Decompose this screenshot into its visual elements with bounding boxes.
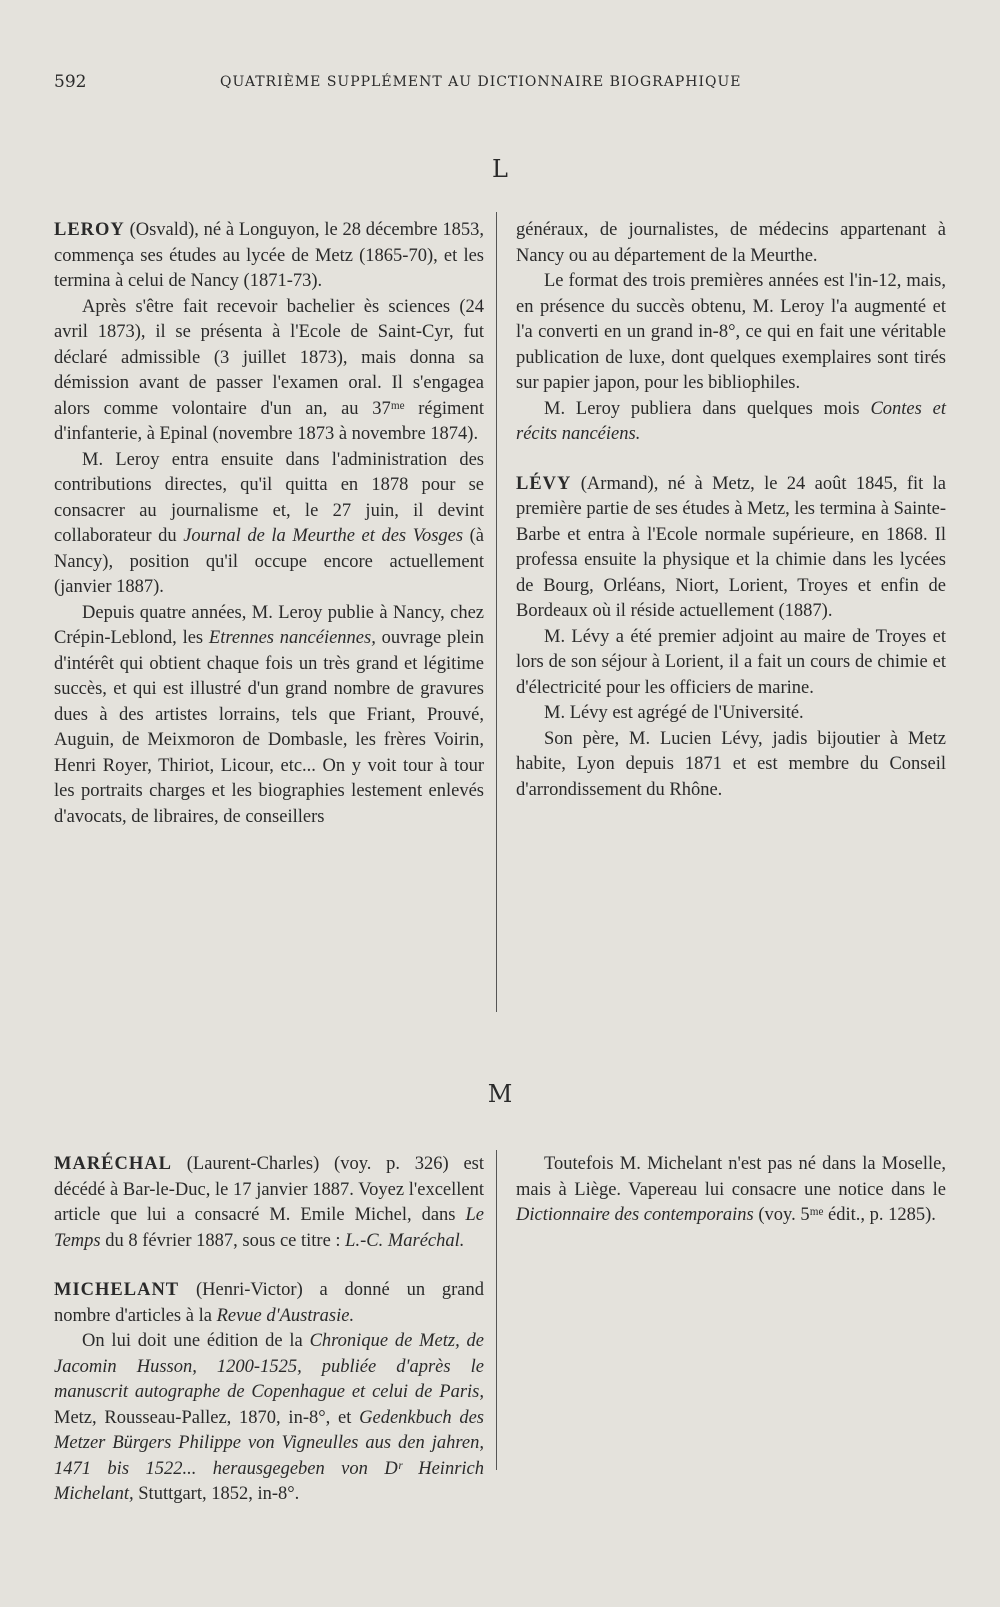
text-run: a donné un grand nombre d'articles à la	[54, 1280, 485, 1326]
text-run: Metz, Rousseau-Pallez, 1870, in-8°, et	[54, 1407, 360, 1428]
text-run: Depuis quatre années, M. Leroy publie à Nancy, chez Crépin-Leblond, les	[54, 602, 484, 648]
text-run: ouvrage plein d'intérêt qui obtient chaque fois un très grand et légitime succès, et qui est illustré d'un grand nombre de gravures dues à des artistes lorrains, tels que Friant, Prouvé, Auguin, de Meixmoron de Dombasle, les frères Voirin, Henri Royer, Thiriot, Licour, etc... On y voit tour à tour les portraits charges et les biographies lestement enlevés d'avocats, de libraires, de conseillers	[54, 628, 484, 827]
headword-michelant: MICHELANT	[54, 1280, 180, 1300]
entry-leroy	[54, 218, 484, 295]
given-name-levy: (Armand)	[580, 473, 654, 494]
entry-text: , né à Longuyon, le 28 décembre 1853, commença ses études au lycée de Metz (1865-70), et les termina à celui de Nancy (1871-73).	[54, 220, 484, 291]
text-run: M. Leroy entra ensuite dans l'administration des contributions directes, qu'il quitta en 1878 pour se consacrer au journalisme et, le 27 juin, il devint collaborateur du	[54, 449, 484, 546]
review-title: Revue d'Austrasie.	[216, 1305, 355, 1326]
text-run: Stuttgart, 1852, in-8°.	[133, 1484, 300, 1504]
column-rule-l	[496, 212, 497, 1012]
column-l-left	[54, 218, 484, 830]
book-title: Contes et récits nancéiens.	[516, 398, 946, 444]
text-run: du 8 février 1887, sous ce titre :	[100, 1230, 346, 1251]
column-rule-m	[496, 1150, 497, 1470]
book-title: Chronique de Metz, de Jacomin Husson, 1200-1525, publiée d'après le manuscrit autographe de Copenhague et celui de Paris,	[54, 1331, 485, 1402]
section-letter-m: M	[487, 1080, 513, 1108]
paragraph: M. Lévy a été premier adjoint au maire de Troyes et lors de son séjour à Lorient, il a fait un cours de chimie et d'électricité pour les officiers de marine.	[516, 626, 946, 698]
headword-levy: LÉVY	[516, 473, 572, 494]
column-m-left	[54, 1152, 484, 1508]
column-m-right	[516, 1152, 946, 1229]
paragraph: Le format des trois premières années est l'in-12, mais, en présence du succès obtenu, M. Leroy l'a augmenté et l'a converti en un grand in-8°, ce qui en fait une véritable publication de luxe, dont quelques exemplaires sont tirés sur papier japon, pour les bibliophiles.	[516, 271, 946, 393]
text-run: (à Nancy), position qu'il occupe encore actuellement (janvier 1887).	[54, 526, 484, 597]
given-name-michelant: (Henri-Victor)	[195, 1280, 303, 1300]
paragraph	[54, 601, 484, 831]
headword-leroy: LEROY	[54, 220, 125, 240]
paragraph: Après s'être fait recevoir bachelier ès sciences (24 avril 1873), il se présenta à l'Ecole de Saint-Cyr, fut déclaré admissible (3 juillet 1873), mais donna sa démission avant de passer l'examen oral. Il s'engagea alors comme volontaire d'un an, au 37ᵐᵉ régiment d'infanterie, à Epinal (novembre 1873 à novembre 1874).	[54, 296, 484, 444]
entry-michelant	[54, 1278, 484, 1329]
paragraph-continued: généraux, de journalistes, de médecins appartenant à Nancy ou au département de la Meurthe.	[516, 220, 946, 266]
page-number: 592	[54, 72, 87, 92]
article-title: L.-C. Maréchal.	[345, 1230, 465, 1251]
entry-levy	[516, 472, 946, 625]
text-run: (voy. 5ᵐᵉ édit., p. 1285).	[753, 1205, 936, 1225]
paragraph: M. Lévy est agrégé de l'Université.	[544, 703, 804, 723]
newspaper-title: Le Temps	[54, 1205, 484, 1251]
text-run: Toutefois M. Michelant n'est pas né dans la Moselle, mais à Liège. Vapereau lui consacre une notice dans le	[516, 1154, 946, 1200]
entry-text: , né à Metz, le 24 août 1845, fit la première partie de ses études à Metz, les termina à Sainte-Barbe et entra à l'Ecole normale supérieure, en 1868. Il professa ensuite la physique et la chimie dans les lycées de Bourg, Orléans, Niort, Lorient, Troyes et enfin de Bordeaux où il réside actuellement (1887).	[516, 473, 946, 621]
book-title: Etrennes nancéiennes,	[208, 628, 376, 648]
text-run: M. Leroy publiera dans quelques mois	[544, 398, 871, 419]
headword-marechal: MARÉCHAL	[54, 1154, 172, 1174]
entry-marechal	[54, 1152, 484, 1254]
paragraph	[54, 1329, 484, 1508]
dictionary-title: Dictionnaire des contemporains	[516, 1205, 754, 1225]
paragraph: Son père, M. Lucien Lévy, jadis bijoutier à Metz habite, Lyon depuis 1871 et est membre du Conseil d'arrondissement du Rhône.	[516, 728, 946, 800]
section-letter-l: L	[492, 155, 508, 183]
book-title: Gedenkbuch des Metzer Bürgers Philippe von Vigneulles aus den jahren, 1471 bis 1522... herausgegeben von Dʳ Heinrich Michelant,	[54, 1407, 484, 1504]
given-name-leroy: (Osvald)	[129, 220, 195, 240]
paragraph	[516, 1152, 946, 1229]
column-l-right	[516, 218, 946, 803]
journal-title: Journal de la Meurthe et des Vosges	[183, 526, 464, 546]
text-run: On lui doit une édition de la	[82, 1331, 310, 1351]
given-name-marechal: (Laurent-Charles)	[186, 1154, 320, 1174]
paragraph	[54, 448, 484, 601]
text-run: (voy. p. 326) est décédé à Bar-le-Duc, le 17 janvier 1887. Voyez l'excellent article que lui a consacré M. Emile Michel, dans	[54, 1154, 485, 1225]
running-title: QUATRIÈME SUPPLÉMENT AU DICTIONNAIRE BIOGRAPHIQUE	[220, 74, 742, 90]
paragraph	[516, 397, 946, 448]
